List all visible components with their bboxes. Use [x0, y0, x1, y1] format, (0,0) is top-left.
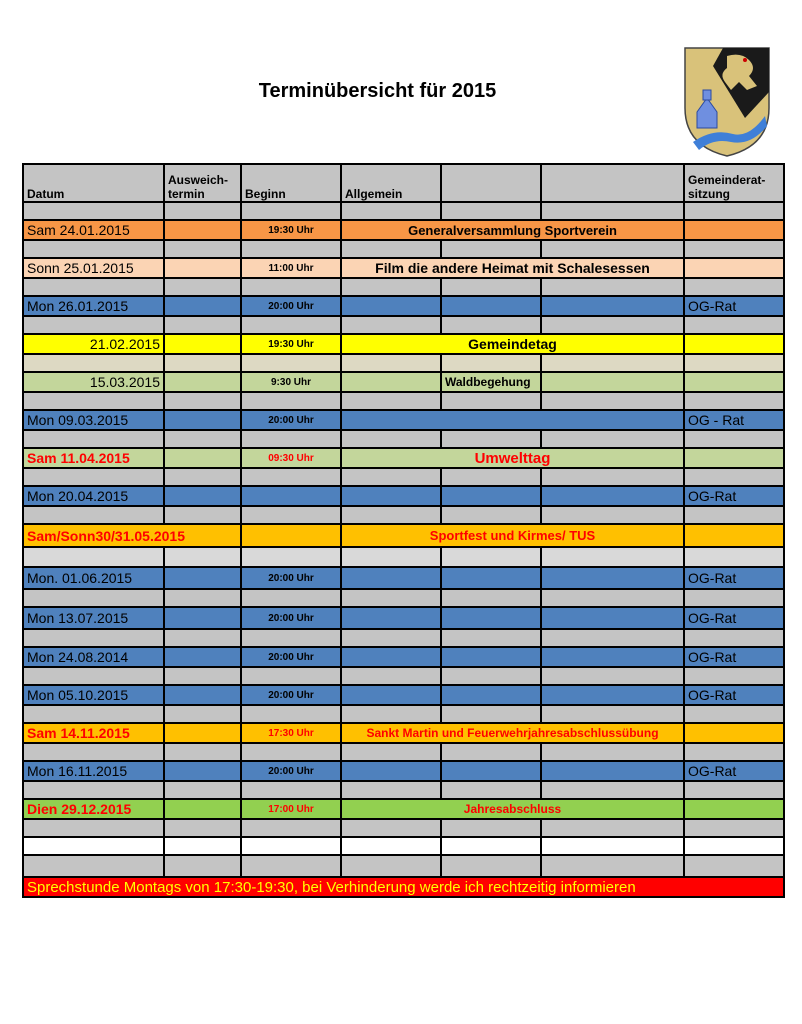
empty-cell	[241, 468, 341, 486]
empty-cell	[23, 819, 164, 837]
empty-cell	[241, 743, 341, 761]
table-row	[23, 296, 784, 316]
table-row	[23, 547, 784, 567]
empty-cell	[241, 430, 341, 448]
empty-cell	[23, 430, 164, 448]
empty-cell	[441, 240, 541, 258]
event-cell	[341, 647, 441, 667]
table-row	[23, 705, 784, 723]
empty-cell	[341, 705, 441, 723]
empty-cell	[684, 819, 784, 837]
table-row	[23, 685, 784, 705]
empty-cell	[164, 819, 241, 837]
empty-cell	[164, 855, 241, 877]
page-title: Terminübersicht für 2015	[258, 80, 497, 102]
empty-cell	[341, 240, 441, 258]
empty-cell	[23, 278, 164, 296]
alt-date-cell	[164, 685, 241, 705]
table-row	[23, 799, 784, 819]
empty-cell	[164, 468, 241, 486]
empty-cell	[684, 705, 784, 723]
empty-cell	[23, 589, 164, 607]
empty-cell	[23, 837, 164, 855]
empty-cell	[23, 468, 164, 486]
empty-cell	[541, 589, 684, 607]
empty-cell	[441, 430, 541, 448]
empty-cell	[441, 392, 541, 410]
event-cell	[341, 761, 441, 781]
table-row	[23, 316, 784, 334]
event-cell	[341, 410, 684, 430]
empty-cell	[341, 354, 441, 372]
empty-cell	[441, 354, 541, 372]
alt-date-cell	[164, 296, 241, 316]
empty-cell	[241, 316, 341, 334]
table-row	[23, 258, 784, 278]
event-cell	[341, 296, 441, 316]
column-header-line	[27, 173, 160, 187]
empty-cell	[541, 855, 684, 877]
empty-cell	[341, 316, 441, 334]
table-row	[23, 240, 784, 258]
column-header	[684, 164, 784, 202]
council-cell	[684, 220, 784, 240]
empty-cell	[241, 392, 341, 410]
table-row	[23, 278, 784, 296]
time-cell: 20:00 Uhr	[241, 647, 341, 667]
empty-cell	[541, 202, 684, 220]
event-cell: Sportfest und Kirmes/ TUS	[341, 524, 684, 547]
event-cell	[441, 486, 541, 506]
alt-date-cell	[164, 334, 241, 354]
event-cell: Jahresabschluss	[341, 799, 684, 819]
event-cell	[341, 486, 441, 506]
empty-cell	[241, 506, 341, 524]
empty-cell	[23, 392, 164, 410]
time-cell: 20:00 Uhr	[241, 567, 341, 589]
empty-cell	[541, 392, 684, 410]
empty-cell	[541, 819, 684, 837]
empty-cell	[23, 547, 164, 567]
table-row	[23, 468, 784, 486]
table-row	[23, 607, 784, 629]
empty-cell	[23, 202, 164, 220]
empty-cell	[541, 240, 684, 258]
empty-cell	[164, 354, 241, 372]
time-cell	[241, 486, 341, 506]
event-cell	[441, 647, 541, 667]
time-cell: 19:30 Uhr	[241, 220, 341, 240]
empty-cell	[164, 705, 241, 723]
empty-cell	[23, 743, 164, 761]
table-row	[23, 837, 784, 855]
office-hours-banner: Sprechstunde Montags von 17:30-19:30, bei Verhinderung werde ich rechtzeitig informieren	[23, 877, 784, 897]
empty-cell	[241, 278, 341, 296]
table-row	[23, 448, 784, 468]
event-cell: Gemeindetag	[341, 334, 684, 354]
empty-cell	[241, 354, 341, 372]
empty-cell	[441, 855, 541, 877]
coat-of-arms-icon	[683, 46, 771, 158]
table-row	[23, 164, 784, 202]
empty-cell	[684, 316, 784, 334]
empty-cell	[541, 667, 684, 685]
event-cell: Generalversammlung Sportverein	[341, 220, 684, 240]
event-cell	[541, 567, 684, 589]
table-row	[23, 647, 784, 667]
column-header-line	[245, 173, 337, 187]
empty-cell	[441, 506, 541, 524]
empty-cell	[441, 743, 541, 761]
table-row	[23, 781, 784, 799]
column-header-line: Ausweich-	[168, 173, 229, 187]
table-row	[23, 506, 784, 524]
table-row	[23, 486, 784, 506]
council-cell: OG-Rat	[684, 607, 784, 629]
empty-cell	[164, 667, 241, 685]
table-row	[23, 202, 784, 220]
schedule-table	[22, 163, 785, 898]
column-header-line: termin	[168, 187, 205, 201]
empty-cell	[441, 629, 541, 647]
alt-date-cell	[164, 723, 241, 743]
event-cell	[541, 372, 684, 392]
empty-cell	[441, 278, 541, 296]
table-row	[23, 392, 784, 410]
date-cell: Mon 26.01.2015	[23, 296, 164, 316]
empty-cell	[164, 278, 241, 296]
empty-cell	[23, 629, 164, 647]
alt-date-cell	[164, 410, 241, 430]
empty-cell	[684, 589, 784, 607]
empty-cell	[541, 743, 684, 761]
column-header-line: Beginn	[245, 187, 286, 201]
empty-cell	[164, 392, 241, 410]
empty-cell	[441, 837, 541, 855]
time-cell: 17:00 Uhr	[241, 799, 341, 819]
empty-cell	[441, 468, 541, 486]
council-cell	[684, 723, 784, 743]
empty-cell	[241, 705, 341, 723]
empty-cell	[341, 629, 441, 647]
column-header	[23, 164, 164, 202]
table-row	[23, 743, 784, 761]
empty-cell	[684, 667, 784, 685]
alt-date-cell	[164, 220, 241, 240]
event-cell	[541, 647, 684, 667]
empty-cell	[341, 430, 441, 448]
empty-cell	[241, 837, 341, 855]
event-cell	[441, 567, 541, 589]
empty-cell	[341, 837, 441, 855]
event-cell: Film die andere Heimat mit Schalesessen	[341, 258, 684, 278]
council-cell: OG-Rat	[684, 486, 784, 506]
event-cell	[541, 607, 684, 629]
table-row	[23, 524, 784, 547]
empty-cell	[541, 354, 684, 372]
empty-cell	[541, 278, 684, 296]
empty-cell	[441, 781, 541, 799]
empty-cell	[684, 430, 784, 448]
column-header-line: Datum	[27, 187, 65, 201]
time-cell: 20:00 Uhr	[241, 607, 341, 629]
date-cell: Mon 24.08.2014	[23, 647, 164, 667]
event-cell	[341, 685, 441, 705]
column-header-line: Gemeinderat-	[688, 173, 766, 187]
empty-cell	[541, 430, 684, 448]
empty-cell	[341, 743, 441, 761]
date-cell: Sam 11.04.2015	[23, 448, 164, 468]
empty-cell	[241, 589, 341, 607]
empty-cell	[341, 202, 441, 220]
empty-cell	[164, 589, 241, 607]
alt-date-cell	[164, 486, 241, 506]
empty-cell	[164, 837, 241, 855]
event-cell	[541, 761, 684, 781]
date-cell: Sam 24.01.2015	[23, 220, 164, 240]
council-cell: OG-Rat	[684, 685, 784, 705]
event-cell	[341, 607, 441, 629]
alt-date-cell	[164, 448, 241, 468]
council-cell: OG-Rat	[684, 567, 784, 589]
column-header	[441, 164, 541, 202]
council-cell	[684, 448, 784, 468]
council-cell	[684, 258, 784, 278]
empty-cell	[341, 589, 441, 607]
column-header	[241, 164, 341, 202]
date-cell: Sam/Sonn30/31.05.2015	[23, 524, 241, 547]
empty-cell	[341, 278, 441, 296]
table-row	[23, 589, 784, 607]
alt-date-cell	[164, 799, 241, 819]
empty-cell	[23, 855, 164, 877]
empty-cell	[684, 202, 784, 220]
table-row	[23, 855, 784, 877]
time-cell: 20:00 Uhr	[241, 296, 341, 316]
council-cell: OG-Rat	[684, 761, 784, 781]
table-row	[23, 334, 784, 354]
alt-date-cell	[164, 258, 241, 278]
empty-cell	[164, 506, 241, 524]
council-cell	[684, 334, 784, 354]
alt-date-cell	[164, 372, 241, 392]
empty-cell	[241, 202, 341, 220]
empty-cell	[23, 705, 164, 723]
table-row	[23, 629, 784, 647]
empty-cell	[684, 278, 784, 296]
column-header	[341, 164, 441, 202]
time-cell: 19:30 Uhr	[241, 334, 341, 354]
table-row	[23, 220, 784, 240]
empty-cell	[684, 506, 784, 524]
empty-cell	[241, 547, 341, 567]
empty-cell	[684, 547, 784, 567]
empty-cell	[164, 743, 241, 761]
table-row	[23, 723, 784, 743]
empty-cell	[341, 855, 441, 877]
council-cell	[684, 524, 784, 547]
event-cell	[341, 372, 441, 392]
empty-cell	[441, 667, 541, 685]
empty-cell	[684, 629, 784, 647]
event-cell	[441, 685, 541, 705]
date-cell: 21.02.2015	[23, 334, 164, 354]
event-cell: Waldbegehung	[441, 372, 541, 392]
empty-cell	[23, 240, 164, 258]
empty-cell	[441, 589, 541, 607]
empty-cell	[341, 781, 441, 799]
empty-cell	[23, 667, 164, 685]
event-cell	[541, 486, 684, 506]
empty-cell	[241, 819, 341, 837]
empty-cell	[164, 547, 241, 567]
date-cell: Mon 09.03.2015	[23, 410, 164, 430]
empty-cell	[541, 781, 684, 799]
event-cell	[441, 296, 541, 316]
empty-cell	[164, 316, 241, 334]
empty-cell	[241, 629, 341, 647]
table-row	[23, 667, 784, 685]
table-row	[23, 761, 784, 781]
empty-cell	[541, 705, 684, 723]
table-row	[23, 567, 784, 589]
empty-cell	[164, 240, 241, 258]
event-cell	[541, 296, 684, 316]
empty-cell	[164, 781, 241, 799]
time-cell: 20:00 Uhr	[241, 410, 341, 430]
empty-cell	[684, 240, 784, 258]
date-cell: Sam 14.11.2015	[23, 723, 164, 743]
empty-cell	[341, 506, 441, 524]
table-row	[23, 430, 784, 448]
empty-cell	[241, 667, 341, 685]
empty-cell	[684, 855, 784, 877]
time-cell: 09:30 Uhr	[241, 448, 341, 468]
empty-cell	[341, 392, 441, 410]
empty-cell	[441, 819, 541, 837]
empty-cell	[541, 837, 684, 855]
empty-cell	[23, 781, 164, 799]
event-cell	[341, 567, 441, 589]
date-cell: Mon 05.10.2015	[23, 685, 164, 705]
date-cell: Sonn 25.01.2015	[23, 258, 164, 278]
time-cell: 17:30 Uhr	[241, 723, 341, 743]
empty-cell	[541, 468, 684, 486]
empty-cell	[23, 316, 164, 334]
empty-cell	[23, 506, 164, 524]
alt-date-cell	[164, 647, 241, 667]
date-cell: 15.03.2015	[23, 372, 164, 392]
empty-cell	[164, 629, 241, 647]
date-cell: Dien 29.12.2015	[23, 799, 164, 819]
table-row	[23, 372, 784, 392]
time-cell: 20:00 Uhr	[241, 685, 341, 705]
empty-cell	[541, 629, 684, 647]
council-cell: OG-Rat	[684, 647, 784, 667]
event-cell: Umwelttag	[341, 448, 684, 468]
empty-cell	[441, 705, 541, 723]
council-cell: OG-Rat	[684, 296, 784, 316]
event-cell: Sankt Martin und Feuerwehrjahresabschlussübung	[341, 723, 684, 743]
empty-cell	[164, 202, 241, 220]
table-row	[23, 819, 784, 837]
alt-date-cell	[164, 761, 241, 781]
date-cell: Mon. 01.06.2015	[23, 567, 164, 589]
empty-cell	[341, 667, 441, 685]
council-cell	[684, 799, 784, 819]
council-cell: OG - Rat	[684, 410, 784, 430]
column-header	[541, 164, 684, 202]
date-cell: Mon 16.11.2015	[23, 761, 164, 781]
table-row	[23, 354, 784, 372]
empty-cell	[684, 837, 784, 855]
empty-cell	[241, 240, 341, 258]
empty-cell	[684, 392, 784, 410]
date-cell: Mon 13.07.2015	[23, 607, 164, 629]
empty-cell	[341, 819, 441, 837]
date-cell: Mon 20.04.2015	[23, 486, 164, 506]
empty-cell	[684, 743, 784, 761]
table-row	[23, 410, 784, 430]
time-cell: 20:00 Uhr	[241, 761, 341, 781]
time-cell	[241, 524, 341, 547]
alt-date-cell	[164, 607, 241, 629]
time-cell: 9:30 Uhr	[241, 372, 341, 392]
event-cell	[441, 761, 541, 781]
empty-cell	[541, 506, 684, 524]
empty-cell	[441, 547, 541, 567]
empty-cell	[23, 354, 164, 372]
empty-cell	[541, 547, 684, 567]
empty-cell	[684, 781, 784, 799]
column-header-line: Allgemein	[345, 187, 403, 201]
empty-cell	[241, 781, 341, 799]
empty-cell	[241, 855, 341, 877]
column-header-line	[345, 173, 437, 187]
empty-cell	[164, 430, 241, 448]
event-cell	[541, 685, 684, 705]
column-header	[164, 164, 241, 202]
empty-cell	[684, 354, 784, 372]
time-cell: 11:00 Uhr	[241, 258, 341, 278]
table-row	[23, 877, 784, 897]
empty-cell	[341, 547, 441, 567]
council-cell	[684, 372, 784, 392]
column-header-line: sitzung	[688, 187, 730, 201]
empty-cell	[441, 316, 541, 334]
empty-cell	[441, 202, 541, 220]
alt-date-cell	[164, 567, 241, 589]
empty-cell	[684, 468, 784, 486]
event-cell	[441, 607, 541, 629]
empty-cell	[341, 468, 441, 486]
empty-cell	[541, 316, 684, 334]
